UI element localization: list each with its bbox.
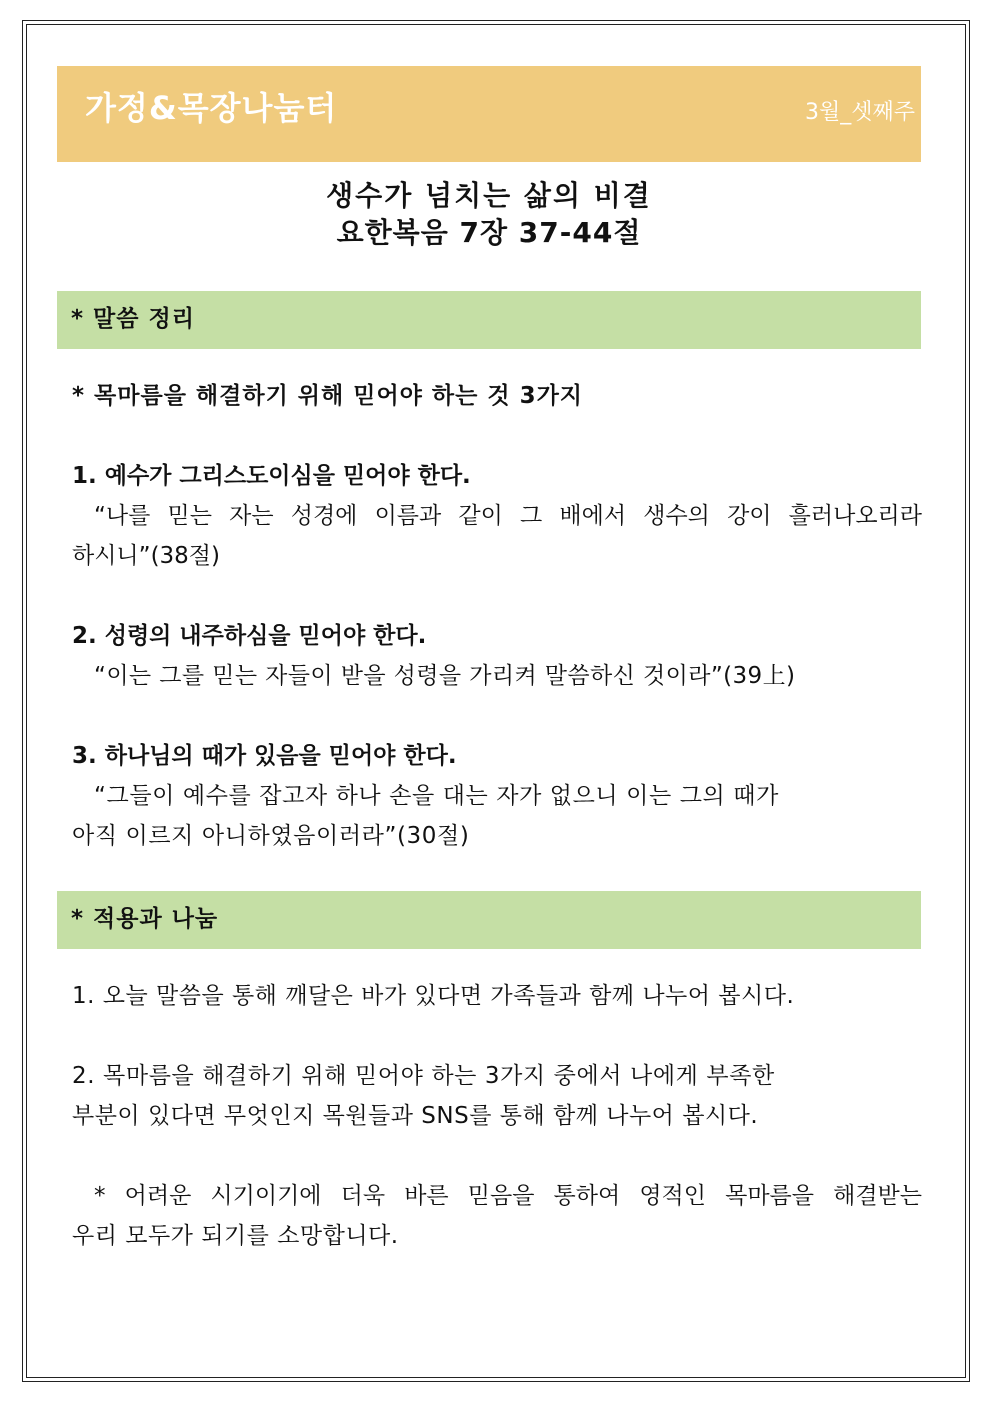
- point-2-heading: 2. 성령의 내주하심을 믿어야 한다.: [72, 623, 427, 649]
- point-3-quote-line-1: “그들이 예수를 잡고자 하나 손을 대는 자가 없으니 이는 그의 때가: [94, 783, 779, 809]
- application-item-2-line-2: 부분이 있다면 무엇인지 목원들과 SNS를 통해 함께 나누어 봅시다.: [72, 1103, 759, 1129]
- closing-line-1: * 어려운 시기이기에 더욱 바른 믿음을 통하여 영적인 목마름을 해결받는: [94, 1183, 922, 1209]
- section-label-summary: * 말씀 정리: [71, 306, 195, 332]
- application-item-1: 1. 오늘 말씀을 통해 깨달은 바가 있다면 가족들과 함께 나누어 봅시다.: [72, 983, 795, 1009]
- header-week: 3월_셋째주: [804, 100, 915, 125]
- application-item-2-line-1: 2. 목마름을 해결하기 위해 믿어야 하는 3가지 중에서 나에게 부족한: [72, 1063, 775, 1089]
- point-1-heading: 1. 예수가 그리스도이심을 믿어야 한다.: [72, 463, 471, 489]
- header-title: 가정&목장나눔터: [85, 89, 338, 127]
- section-header-summary: [57, 291, 921, 349]
- scripture-reference: 요한복음 7장 37-44절: [336, 216, 642, 249]
- section-label-application: * 적용과 나눔: [71, 906, 219, 932]
- summary-intro: * 목마름을 해결하기 위해 믿어야 하는 것 3가지: [72, 383, 584, 409]
- sermon-title: 생수가 넘치는 삶의 비결: [326, 179, 652, 212]
- point-2-quote-line-1: “이는 그를 믿는 자들이 받을 성령을 가리켜 말씀하신 것이라”(39上): [94, 663, 796, 689]
- point-3-quote-line-2: 아직 이르지 아니하였음이러라”(30절): [72, 823, 470, 849]
- header-banner: [57, 66, 921, 162]
- point-3-heading: 3. 하나님의 때가 있음을 믿어야 한다.: [72, 743, 457, 769]
- closing-line-2: 우리 모두가 되기를 소망합니다.: [72, 1223, 399, 1249]
- point-1-quote-line-2: 하시니”(38절): [72, 543, 221, 569]
- section-header-application: [57, 891, 921, 949]
- point-1-quote-line-1: “나를 믿는 자는 성경에 이름과 같이 그 배에서 생수의 강이 흘러나오리라: [94, 503, 922, 529]
